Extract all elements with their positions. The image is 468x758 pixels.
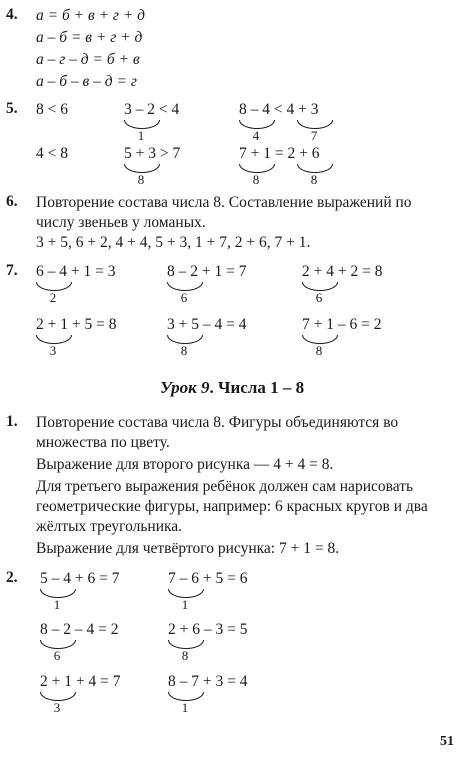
expression: 6 – 4 + 1 = 3	[36, 263, 116, 280]
task-2-item-3	[40, 621, 119, 663]
task-7-item-6	[302, 316, 382, 358]
expression: 2 + 1 + 4 = 7	[40, 673, 121, 690]
task-7-item-4	[36, 316, 117, 358]
sum-result: 1	[137, 128, 145, 143]
task-6-line-2: числу звеньев у ломаных.	[36, 214, 206, 231]
lesson-heading-italic: Урок 9	[160, 378, 210, 397]
task-2-number: 2.	[6, 569, 18, 586]
task-5-r2-a: 4 < 8	[36, 145, 68, 162]
expression: 5 – 4 + 6 = 7	[40, 570, 120, 587]
task-7-item-3	[302, 263, 383, 305]
task-5-r2-b	[124, 145, 181, 187]
task-5-r1-b	[124, 101, 180, 143]
lesson-heading-rest: . Числа 1 – 8	[209, 378, 305, 397]
sum-result-right: 7	[310, 128, 318, 143]
task-6-line-3: 3 + 5, 6 + 2, 4 + 4, 5 + 3, 1 + 7, 2 + 6, 7 + 1.	[36, 234, 311, 251]
task-1-line-4: Для третьего выражения ребёнок должен сам нарисовать	[36, 478, 414, 495]
sum-result: 6	[315, 290, 323, 305]
task-7-number: 7.	[6, 262, 18, 279]
sum-result-left: 4	[252, 128, 260, 143]
task-6-number: 6.	[6, 193, 18, 210]
sum-result: 8	[181, 648, 189, 663]
expression: 8 – 2 – 4 = 2	[40, 621, 119, 638]
task-6-line-1: Повторение состава числа 8. Составление выражений по	[36, 194, 412, 211]
sum-result-left: 8	[252, 172, 260, 187]
sum-result: 8	[180, 343, 188, 358]
expression: 2 + 4 + 2 = 8	[302, 263, 383, 280]
sum-result: 3	[53, 700, 61, 715]
task-1-line-5: геометрические фигуры, например: 6 красных кругов и два	[36, 498, 428, 515]
task-1-line-1: Повторение состава числа 8. Фигуры объединяются во	[36, 414, 399, 431]
expression: 3 – 2 < 4	[124, 101, 180, 118]
expression: 5 + 3 > 7	[124, 145, 181, 162]
sum-result: 1	[53, 597, 61, 612]
task-4-line-2: а – б = в + г + д	[36, 29, 143, 46]
task-4-line-1: а = б + в + г + д	[36, 7, 145, 24]
sum-result: 6	[53, 648, 61, 663]
task-4-line-3: а – г – д = б + в	[36, 51, 140, 68]
task-7-item-1	[36, 263, 116, 305]
sum-result: 1	[181, 597, 189, 612]
expression: 2 + 6 – 3 = 5	[168, 621, 248, 638]
task-2-item-5	[40, 673, 121, 715]
expression: 3 + 5 – 4 = 4	[167, 316, 247, 333]
expression: 8 – 7 + 3 = 4	[168, 673, 248, 690]
task-1-line-3: Выражение для второго рисунка — 4 + 4 = 8.	[36, 456, 334, 473]
sum-result: 8	[137, 172, 145, 187]
task-5-r1-a: 8 < 6	[36, 101, 68, 118]
expression: 7 + 1 – 6 = 2	[302, 316, 382, 333]
task-5-number: 5.	[6, 100, 18, 117]
sum-result: 1	[181, 700, 189, 715]
sum-result-right: 8	[310, 172, 318, 187]
lesson-heading	[160, 378, 304, 398]
task-2-item-4	[168, 621, 248, 663]
task-1-line-2: множества по цвету.	[36, 434, 170, 451]
expression: 7 – 6 + 5 = 6	[168, 570, 248, 587]
task-5-r2-c	[239, 145, 320, 187]
sum-result: 8	[315, 343, 323, 358]
task-4-line-4: а – б – в – д = г	[36, 73, 137, 90]
task-2-item-6	[168, 673, 248, 715]
task-1-number: 1.	[6, 413, 18, 430]
task-4-number: 4.	[6, 6, 18, 23]
sum-result: 2	[49, 290, 57, 305]
sum-result: 6	[180, 290, 188, 305]
task-1-line-6: жёлтых треугольника.	[36, 518, 183, 535]
expression: 8 – 4 < 4 + 3	[239, 101, 319, 118]
page-number: 51	[440, 734, 454, 749]
expression: 8 – 2 + 1 = 7	[167, 263, 247, 280]
sum-result: 3	[49, 343, 57, 358]
expression: 2 + 1 + 5 = 8	[36, 316, 117, 333]
task-7-item-2	[167, 263, 247, 305]
task-7-item-5	[167, 316, 247, 358]
task-5-r1-c	[239, 101, 319, 143]
task-1-line-7: Выражение для четвёртого рисунка: 7 + 1 = 8.	[36, 540, 340, 557]
task-2-item-2	[168, 570, 248, 612]
expression: 7 + 1 = 2 + 6	[239, 145, 320, 162]
task-2-item-1	[40, 570, 120, 612]
